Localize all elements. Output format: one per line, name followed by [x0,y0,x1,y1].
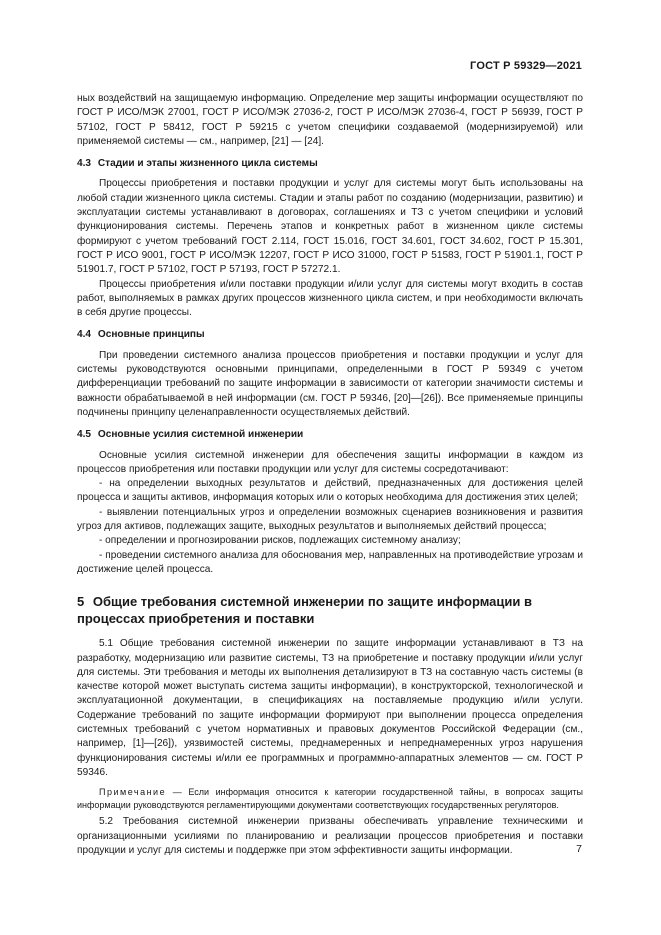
section-number: 4.5 [77,429,92,441]
paragraph: 5.1 Общие требования системной инженерии по защите информации устанавливают в ТЗ на разработку, модернизацию или развитие системы, ТЗ на приобретение и поставку продукции и/или услуг для системы. Эти требования и методы их выполнения детализируют в ТЗ на составную часть системы (в качестве которой может выступать система защиты информации), в конструкторской, технологической и эксплуатационной документации, в спецификациях на поставляемые продукцию и/или услуги. Содержание требований по защите информации формируют при выполнении процесса определения системных требований с учетом нормативных и правовых документов Российской Федерации (см., например, [1]—[26]), уязвимостей системы, преднамеренных и непреднамеренных угроз нарушения функционирования системы и/или ее программных и программно-аппаратных элементов — см. ГОСТ Р 59346. [77,638,583,778]
section-title: Стадии и этапы жизненного цикла системы [97,158,318,170]
paragraph: При проведении системного анализа процессов приобретения и поставки продукции и услуг для системы руководствуются основными принципами, определенными в ГОСТ Р 59349 с учетом дифференциации требований по защите информации в зависимости от категории значимости системы и важности обрабатываемой в ней информации (см. ГОСТ Р 59346, [20]—[26]). Все применяемые принципы подчинены принципу целенаправленности осуществляемых действий. [77,349,583,418]
page-number: 7 [576,843,582,855]
list-item: - выявлении потенциальных угроз и определении возможных сценариев возникновения и развития угроз для активов, подлежащих защите, выходных результатов и выполняемых действий процесса; [77,506,583,533]
section-title: Основные усилия системной инженерии [97,429,304,441]
paragraph: ных воздействий на защищаемую информацию. Определение мер защиты информации осуществляют по ГОСТ Р ИСО/МЭК 27001, ГОСТ Р ИСО/МЭК 27036-2, ГОСТ Р ИСО/МЭК 27036-4, ГОСТ Р 56939, ГОСТ Р 57102, ГОСТ Р 58412, ГОСТ Р 59215 с учетом специфики создаваемой (модернизируемой) или применяемой системы — см., например, [21] — [24]. [77,93,583,147]
section-number: 5 [77,594,85,610]
document-body [77,92,583,858]
paragraph: 5.2 Требования системной инженерии призваны обеспечивать управление техническими и организационными усилиями по планированию и реализации процессов приобретения и поставки продукции и услуг для системы и поддержке при этом эффективности защиты информации. [77,816,583,856]
section-heading-4-3 [77,157,583,171]
section-heading-4-4 [77,328,583,342]
section-heading-5 [77,593,583,627]
section-number: 4.3 [77,158,92,170]
note [77,786,583,811]
list-item: - на определении выходных результатов и действий, предназначенных для достижения целей процесса и защиты активов, информация которых или о которых необходима для достижения этих целей; [77,478,583,504]
paragraph: Основные усилия системной инженерии для обеспечения защиты информации в каждом из процессов приобретения или поставки продукции или услуг для системы сосредотачивают: [77,449,583,475]
list-item: - проведении системного анализа для обоснования мер, направленных на противодействие угрозам и достижение целей процесса. [77,549,583,575]
paragraph: Процессы приобретения и поставки продукции и услуг для системы могут быть использованы на любой стадии жизненного цикла системы. Стадии и этапы работ по созданию (модернизации, развитию) и эксплуатации системы устанавливают в договорах, соглашениях и ТЗ с учетом специфики и условий функционирования системы. Перечень этапов и конкретных работ в жизненном цикле системы формируют с учетом требований ГОСТ 2.114, ГОСТ 15.016, ГОСТ 34.601, ГОСТ 34.602, ГОСТ Р 15.301, ГОСТ Р ИСО 9001, ГОСТ Р ИСО/МЭК 12207, ГОСТ Р ИСО 31000, ГОСТ Р 51583, ГОСТ Р 51901.1, ГОСТ Р 51901.7, ГОСТ Р 57102, ГОСТ Р 57193, ГОСТ Р 57272.1. [77,178,583,276]
section-number: 4.4 [77,329,92,341]
paragraph: Процессы приобретения и/или поставки продукции и/или услуг для системы могут входить в состав работ, выполняемых в рамках других процессов жизненного цикла систем, и при необходимости включать в себя другие процессы. [77,278,583,319]
list-item: - определении и прогнозировании рисков, подлежащих системному анализу; [99,535,461,547]
note-label: Примечание [99,787,167,798]
section-title: Общие требования системной инженерии по защите информации в процессах приобретения и поставки [77,594,532,627]
section-heading-4-5 [77,428,583,442]
section-title: Основные принципы [97,329,205,341]
standard-id: ГОСТ Р 59329—2021 [470,60,582,72]
note-text: — Если информация относится к категории государственной тайны, в вопросах защиты информации руководствуются регламентирующими документами соответствующих государственных регуляторов. [77,787,583,810]
